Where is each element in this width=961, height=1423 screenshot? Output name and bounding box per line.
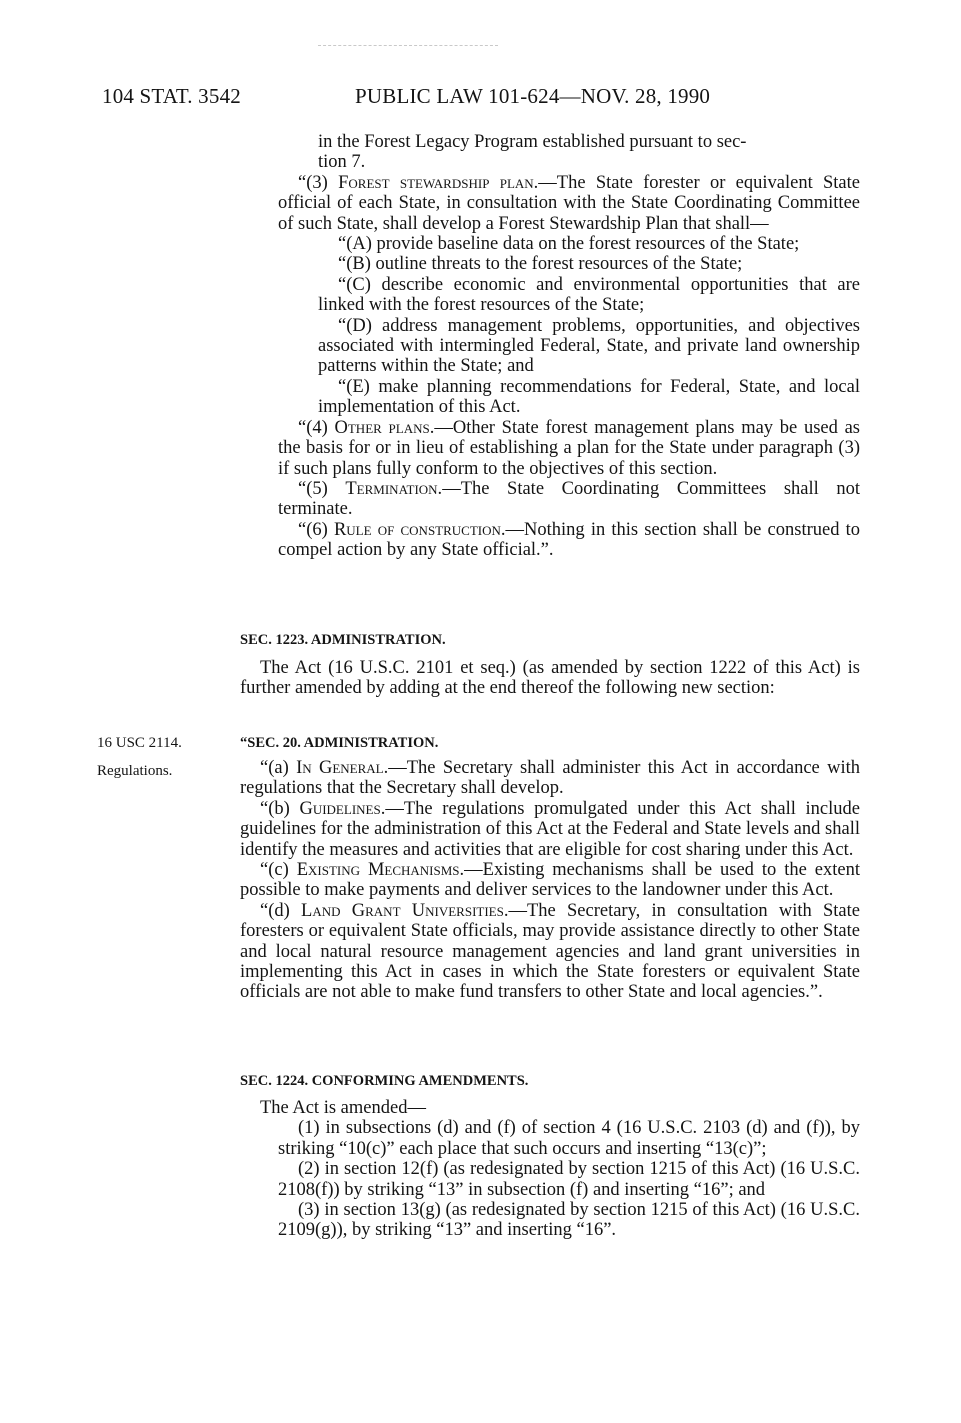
paragraph-4-label: “(4): [298, 417, 335, 438]
paragraph-6-label: “(6): [298, 519, 334, 540]
subsection-d-heading: Land Grant Universities.: [301, 900, 509, 921]
subsection-b-heading: Guidelines.: [299, 798, 386, 819]
section-20-title: “SEC. 20. ADMINISTRATION.: [240, 735, 439, 751]
paragraph-6: [278, 520, 860, 561]
margin-note-regulations: Regulations.: [97, 763, 173, 779]
subparagraph-b: “(B) outline threats to the forest resources of the State;: [338, 254, 743, 275]
subsection-b: [240, 799, 860, 860]
upper-block: [278, 132, 860, 561]
section-20-block: [240, 758, 860, 1003]
margin-note-usc: 16 USC 2114.: [97, 735, 182, 751]
paragraph-3-heading: Forest stewardship plan.: [338, 172, 539, 193]
paragraph-5-text: —The State Coordinating Committees shall not terminate.: [278, 478, 860, 520]
section-1224-intro: The Act is amended—: [260, 1098, 426, 1118]
section-1223-text: The Act (16 U.S.C. 2101 et seq.) (as amended by section 1222 of this Act) is further amended by adding at the end thereof the following new section:: [240, 658, 860, 699]
paragraph-5-label: “(5): [298, 478, 346, 499]
subsection-c-heading: Existing Mechanisms.: [296, 860, 465, 881]
paragraph-3-text: —The State forester or equivalent State official of each State, in consultation with the State Coordinating Committee of such State, shall develop a Forest Stewardship Plan that shall—: [278, 172, 860, 234]
subparagraph-a: “(A) provide baseline data on the forest resources of the State;: [338, 234, 800, 255]
paragraph-6-text: —Nothing in this section shall be construed to compel action by any State official.”.: [278, 519, 861, 561]
paragraph-3-label: “(3): [298, 172, 339, 193]
subparagraph-c: “(C) describe economic and environmental opportunities that are linked with the forest resources of the State;: [318, 274, 860, 316]
intro-line-2: tion 7.: [318, 152, 366, 173]
paragraph-4-text: —Other State forest management plans may be used as the basis for or in lieu of establishing a plan for the State under paragraph (3) if such plans fully conform to the objectives of this section.: [278, 417, 860, 479]
subsection-a-label: “(a): [260, 758, 297, 778]
paragraph-3: [278, 173, 860, 234]
page-header-law: PUBLIC LAW 101-624—NOV. 28, 1990: [355, 84, 711, 108]
amendment-3: (3) in section 13(g) (as redesignated by section 1215 of this Act) (16 U.S.C. 2109(g)), by striking “13” and inserting “16”.: [278, 1200, 860, 1241]
section-1224-title: SEC. 1224. CONFORMING AMENDMENTS.: [240, 1073, 529, 1089]
subparagraph-e: “(E) make planning recommendations for Federal, State, and local implementation of this Act.: [318, 376, 860, 418]
page-header-stat: 104 STAT. 3542: [102, 84, 241, 108]
subparagraph-d: “(D) address management problems, opportunities, and objectives associated with intermingled Federal, State, and private land ownership patterns within the State; and: [318, 315, 860, 377]
subsection-c-text: —Existing mechanisms shall be used to the extent possible to make payments and deliver services to the landowner under this Act.: [240, 860, 860, 901]
subsection-b-label: “(b): [260, 798, 300, 819]
paragraph-5: [278, 479, 860, 520]
subsection-a: [240, 758, 860, 799]
section-1224-block: [240, 1098, 860, 1241]
subsection-d: [240, 901, 860, 1003]
subsection-d-label: “(d): [260, 900, 302, 921]
subsection-b-text: —The regulations promulgated under this Act shall include guidelines for the administration of this Act at the Federal and State levels and shall identify the measures and activities that are eligible for cost sharing under this Act.: [240, 798, 860, 860]
subsection-a-heading: In General.: [296, 758, 389, 778]
paragraph-4-heading: Other plans.: [334, 417, 435, 438]
paragraph-5-heading: Termination.: [345, 478, 443, 499]
subsection-a-text: —The Secretary shall administer this Act in accordance with regulations that the Secretary shall develop.: [240, 758, 860, 799]
section-1223-block: [240, 658, 860, 699]
paragraph-6-heading: Rule of construction.: [333, 519, 506, 540]
amendment-2: (2) in section 12(f) (as redesignated by section 1215 of this Act) (16 U.S.C. 2108(f)) by striking “13” in subsection (f) and inserting “16”; and: [278, 1159, 860, 1200]
subsection-c: [240, 860, 860, 901]
subsection-c-label: “(c): [260, 860, 297, 881]
section-1223-title: SEC. 1223. ADMINISTRATION.: [240, 632, 446, 648]
scan-artifact-line: [318, 45, 498, 47]
intro-line-1: in the Forest Legacy Program established pursuant to sec-: [318, 132, 747, 152]
amendment-1: (1) in subsections (d) and (f) of section 4 (16 U.S.C. 2103 (d) and (f)), by striking “10(c)” each place that such occurs and inserting “13(c)”;: [278, 1118, 860, 1159]
subsection-d-text: —The Secretary, in consultation with State foresters or equivalent State officials, may provide assistance directly to other State and local natural resource management agencies and land grant universities in implementing this Act in cases in which the State foresters or equivalent State officials are not able to make fund transfers to other State and local agencies.”.: [240, 900, 860, 1003]
paragraph-4: [278, 418, 860, 479]
